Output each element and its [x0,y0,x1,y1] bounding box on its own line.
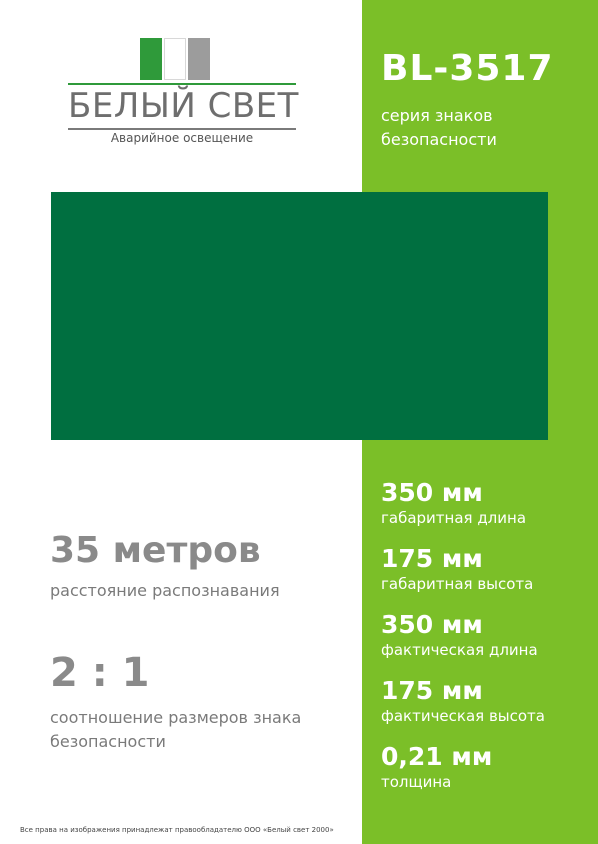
logo-flag-white [164,38,186,80]
spec-value: 175 мм [381,544,483,573]
logo-bottom-rule [68,128,296,130]
spec-list [381,478,591,808]
brand-name: БЕЛЫЙ СВЕТ [68,86,299,126]
spec-value: 175 мм [381,676,483,705]
spec-item [381,544,591,610]
spec-value: 350 мм [381,610,483,639]
recognition-distance-label: расстояние распознавания [50,581,280,600]
logo-flag-green [140,38,162,80]
product-series: серия знаков безопасности [381,106,497,149]
spec-item [381,610,591,676]
logo-top-rule [68,83,296,85]
recognition-distance-value: 35 метров [50,530,261,571]
product-model: BL-3517 [381,48,554,89]
spec-item [381,478,591,544]
spec-item [381,742,591,808]
aspect-ratio-label: соотношение размеров знака безопасности [50,708,302,751]
aspect-ratio-value: 2 : 1 [50,650,150,696]
brand-logo [68,38,299,148]
spec-item [381,676,591,742]
safety-sign-image [51,192,548,440]
spec-value: 350 мм [381,478,483,507]
spec-label: габаритная высота [381,575,534,593]
logo-flag-gray [188,38,210,80]
spec-label: фактическая длина [381,641,538,659]
spec-label: габаритная длина [381,509,527,527]
copyright-notice: Все права на изображения принадлежат правообладателю ООО «Белый свет 2000» [20,826,334,834]
spec-label: фактическая высота [381,707,545,725]
spec-label: толщина [381,773,452,791]
spec-value: 0,21 мм [381,742,493,771]
brand-tagline: Аварийное освещение [110,131,254,145]
